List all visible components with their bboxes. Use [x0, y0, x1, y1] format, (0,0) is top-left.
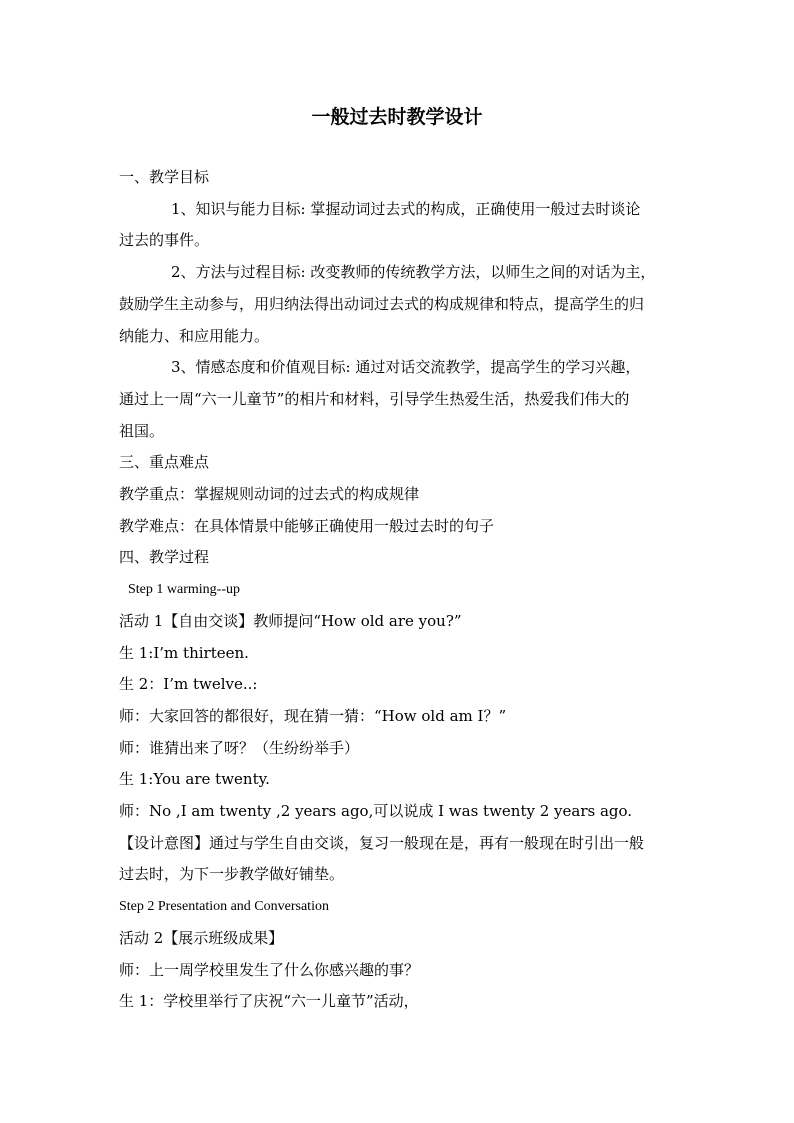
- difficult-point: 教学难点：在具体情景中能够正确使用一般过去时的句子: [119, 516, 495, 535]
- document-title: 一般过去时教学设计: [311, 106, 483, 128]
- dialogue-teacher-4: 师：上一周学校里发生了什么你感兴趣的事？: [119, 960, 420, 979]
- dialogue-teacher-3: 师：No ,I am twenty ,2 years ago,可以说成 I was twenty 2 years ago.: [119, 802, 633, 821]
- heading-teaching-process: 四、教学过程: [119, 548, 210, 567]
- goal-2-line-2: 鼓励学生主动参与，用归纳法得出动词过去式的构成规律和特点，提高学生的归: [119, 294, 645, 313]
- step-2-heading: Step 2 Presentation and Conversation: [119, 899, 329, 915]
- dialogue-teacher-2: 师：谁猜出来了呀？（生纷纷举手）: [119, 738, 360, 757]
- activity-2: 活动 2【展示班级成果】: [119, 928, 284, 947]
- document-body: [119, 162, 681, 1018]
- goal-3-line-2: 通过上一周“六一儿童节”的相片和材料，引导学生热爱生活，热爱我们伟大的: [119, 389, 630, 408]
- heading-key-points: 三、重点难点: [119, 453, 210, 472]
- dialogue-student-1-answer: 生 1:You are twenty.: [119, 770, 270, 789]
- dialogue-student-1-reply: 生 1：学校里举行了庆祝“六一儿童节”活动，: [119, 992, 419, 1011]
- goal-3-line-3: 祖国。: [119, 421, 165, 440]
- heading-teaching-goals: 一、教学目标: [119, 168, 210, 186]
- activity-1: 活动 1【自由交谈】教师提问“How old are you?”: [119, 611, 462, 630]
- goal-1-line-2: 过去的事件。: [119, 231, 210, 250]
- key-point: 教学重点：掌握规则动词的过去式的构成规律: [119, 485, 420, 504]
- dialogue-teacher-1: 师：大家回答的都很好，现在猜一猜：“How old am I？”: [119, 706, 507, 725]
- dialogue-student-2: 生 2：I’m twelve..:: [119, 675, 258, 694]
- dialogue-student-1: 生 1:I’m thirteen.: [119, 643, 249, 662]
- design-intent-line-2: 过去时，为下一步教学做好铺垫。: [119, 865, 345, 884]
- goal-2-line-1: 2、方法与过程目标: 改变教师的传统教学方法，以师生之间的对话为主，: [171, 263, 656, 282]
- design-intent-line-1: 【设计意图】通过与学生自由交谈，复习一般现在是，再有一般现在时引出一般: [119, 833, 645, 852]
- goal-3-line-1: 3、情感态度和价值观目标: 通过对话交流教学，提高学生的学习兴趣，: [171, 358, 641, 377]
- goal-1-line-1: 1、知识与能力目标: 掌握动词过去式的构成，正确使用一般过去时谈论: [171, 199, 641, 218]
- goal-2-line-3: 纳能力、和应用能力。: [119, 326, 270, 345]
- step-1-heading: Step 1 warming--up: [128, 582, 240, 598]
